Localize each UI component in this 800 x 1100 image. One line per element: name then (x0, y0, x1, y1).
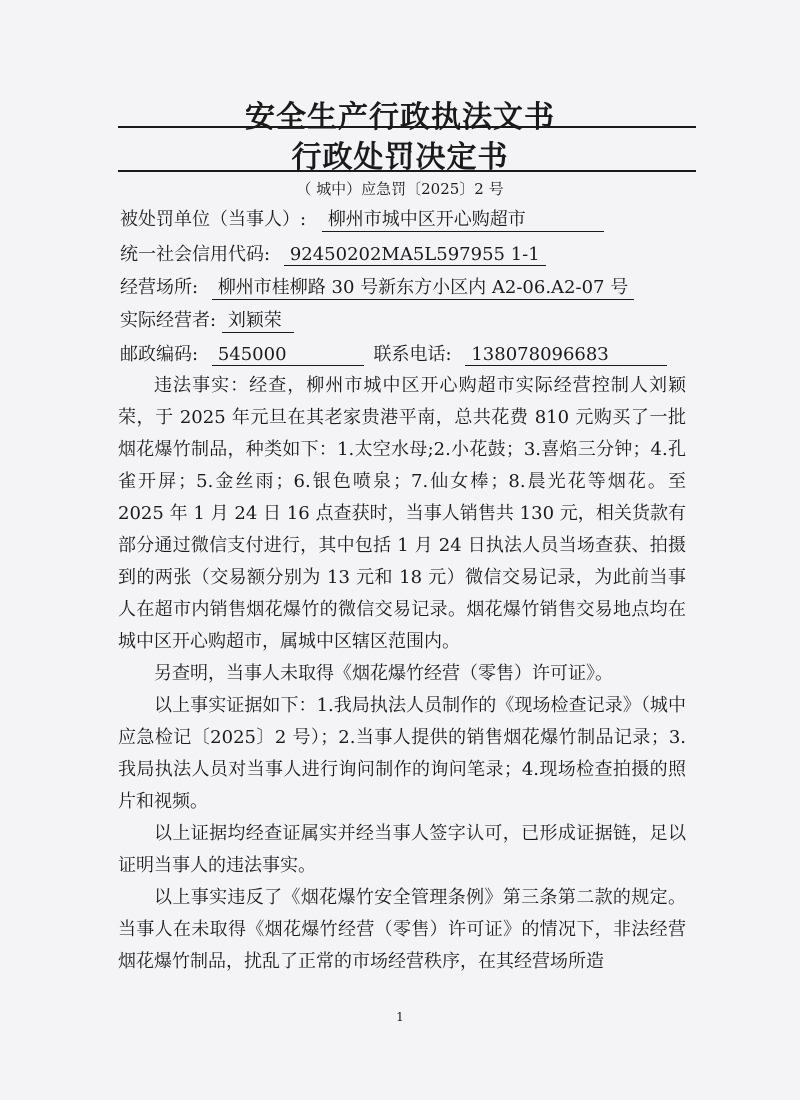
party-field (120, 205, 604, 232)
postcode-label: 邮政编码: (120, 344, 199, 365)
credit-code-field (120, 240, 546, 266)
page-number: 1 (396, 1010, 404, 1024)
operator-label: 实际经营者: (120, 310, 217, 331)
paragraph-violation-facts: 违法事实：经查，柳州市城中区开心购超市实际经营控制人刘颖荣，于 2025 年元旦在其老家贵港平南，总共花费 810 元购买了一批烟花爆竹制品，种类如下：1.太空水母;2.小花鼓；3.喜焰三分钟；4.孔雀开屏；5.金丝雨；6.银色喷泉；7.仙女棒；8.晨光花等烟花。至 2025 年 1 月 24 日 16 点查获时，当事人销售共 130 元，相关货款有部分通过微信支付进行，其中包括 1 月 24 日执法人员当场查获、拍摄到的两张（交易额分别为 13 元和 18 元）微信交易记录，为此前当事人在超市内销售烟花爆竹的微信交易记录。烟花爆竹销售交易地点均在城中区开心购超市，属城中区辖区范围内。 (118, 375, 686, 652)
paragraph-evidence-verified: 以上证据均经查证属实并经当事人签字认可，已形成证据链，足以证明当事人的违法事实。 (118, 823, 686, 876)
business-place-field (120, 273, 634, 300)
postcode-phone-field (120, 340, 667, 366)
credit-code-value: 92450202MA5L597955 1-1 (284, 244, 546, 266)
paragraph-legal-violation: 以上事实违反了《烟花爆竹安全管理条例》第三条第二款的规定。当事人在未取得《烟花爆竹经营（零售）许可证》的情况下，非法经营烟花爆竹制品，扰乱了正常的市场经营秩序，在其经营场所造 (118, 887, 686, 972)
document-body (118, 370, 686, 978)
operator-field (120, 306, 294, 333)
document-title: 安全生产行政执法文书 (245, 100, 555, 135)
business-place-label: 经营场所: (120, 277, 199, 298)
title-top-rule (118, 126, 696, 128)
party-label: 被处罚单位（当事人）: (120, 209, 307, 230)
paragraph-evidence-list: 以上事实证据如下：1.我局执法人员制作的《现场检查记录》（城中应急检记〔2025〕2 号）；2.当事人提供的销售烟花爆竹制品记录；3.我局执法人员对当事人进行询问制作的询问笔录；4.现场检查拍摄的照片和视频。 (118, 695, 686, 812)
operator-value: 刘颖荣 (222, 306, 294, 333)
party-value: 柳州市城中区开心购超市 (322, 205, 604, 232)
paragraph-further-finding: 另查明，当事人未取得《烟花爆竹经营（零售）许可证》。 (154, 663, 613, 684)
credit-code-label: 统一社会信用代码: (120, 244, 271, 265)
document-subtitle: 行政处罚决定书 (291, 140, 509, 175)
phone-value: 13807809668З (465, 344, 667, 366)
document-number: （ 城中）应急罚〔2025〕2 号 (296, 180, 504, 198)
title-bottom-rule (118, 170, 696, 172)
phone-label: 联系电话: (373, 344, 452, 365)
business-place-value: 柳州市桂柳路 30 号新东方小区内 A2-06.A2-07 号 (212, 273, 634, 300)
postcode-value: 545000 (212, 344, 364, 366)
